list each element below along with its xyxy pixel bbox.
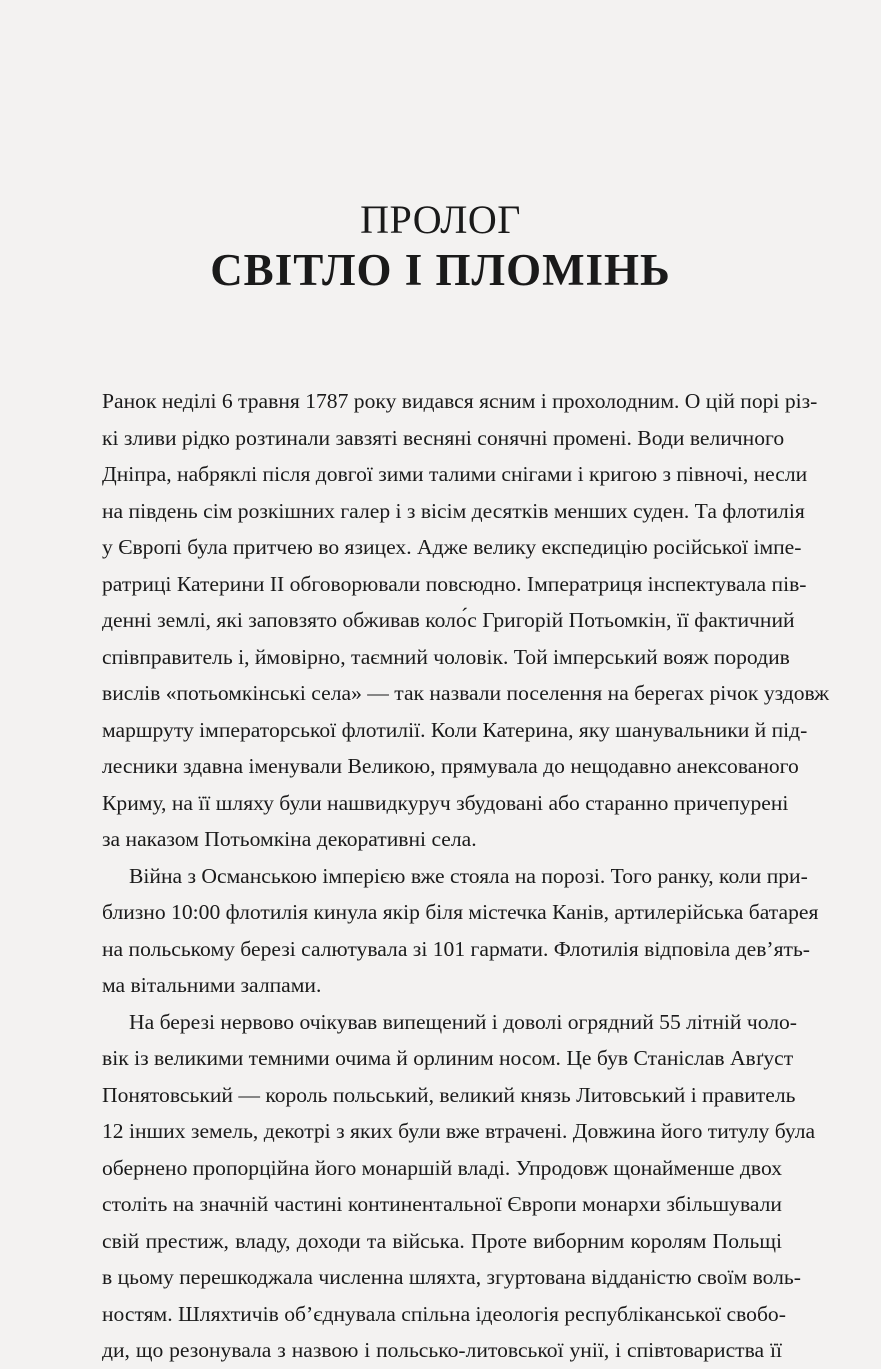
text-line: вік із великими темними очима й орлиним носом. Це був Станіслав Авґуст	[102, 1046, 794, 1070]
text-line: близно 10:00 флотилія кинула якір біля містечка Канів, артилерійська батарея	[102, 900, 819, 924]
text-line: у Європі була притчею во язицех. Адже велику експедицію російської імпе-	[102, 535, 802, 559]
paragraph-3	[102, 1004, 816, 1369]
text-line: співправитель і, ймовірно, таємний чоловік. Той імперський вояж породив	[102, 644, 790, 669]
text-line: денні землі, які заповзято обживав коло́с Григорій Потьомкін, її фактичний	[102, 608, 795, 632]
text-line: обернено пропорційна його монаршій владі. Упродовж щонайменше двох	[102, 1155, 782, 1180]
text-line: на південь сім розкішних галер і з вісім десятків менших суден. Та флотилія	[102, 498, 805, 523]
chapter-title: СВІТЛО І ПЛОМІНЬ	[210, 245, 671, 295]
text-line: 12 інших земель, декотрі з яких були вже втрачені. Довжина його титулу була	[102, 1119, 816, 1143]
text-line: свій престиж, владу, доходи та війська. Проте виборним королям Польщі	[102, 1228, 782, 1253]
text-line: століть на значній частині континентальної Європи монархи збільшували	[102, 1192, 782, 1216]
text-line: лесники здавна іменували Великою, прямувала до нещодавно анексованого	[102, 754, 799, 778]
paragraph-1	[102, 383, 830, 858]
text-line: Понятовський — король польський, великий князь Литовський і правитель	[102, 1082, 796, 1107]
text-line: ди, що резонувала з назвою і польсько-литовської унії, і співтовариства її	[102, 1338, 782, 1362]
text-line: на польському березі салютувала зі 101 гармати. Флотилія відповіла дев’ять-	[102, 936, 810, 961]
text-line: Ранок неділі 6 травня 1787 року видався ясним і прохолодним. О цій порі різ-	[102, 389, 818, 413]
text-line: ратриці Катерини ІІ обговорювали повсюдно. Імператриця інспектувала пів-	[102, 571, 807, 596]
text-line: На березі нервово очікував випещений і доволі огрядний 55 літній чоло-	[129, 1009, 798, 1034]
text-line: в цьому перешкоджала численна шляхта, згуртована відданістю своїм воль-	[102, 1265, 801, 1289]
text-line: за наказом Потьомкіна декоративні села.	[102, 827, 477, 851]
text-line: ностям. Шляхтичів об’єднувала спільна ідеологія республіканської свобо-	[102, 1301, 786, 1326]
body-text	[102, 383, 830, 1369]
text-line: Дніпра, набряклі після довгої зими талими снігами і кригою з півночі, несли	[102, 462, 808, 486]
text-line: кі зливи рідко розтинали завзяті весняні сонячні промені. Води величного	[102, 425, 785, 450]
text-line: вислів «потьомкінські села» — так назвали поселення на берегах річок уздовж	[102, 681, 830, 705]
text-line: Криму, на її шляху були нашвидкуруч збудовані або старанно причепурені	[102, 790, 789, 815]
text-line: маршруту імператорської флотилії. Коли Катерина, яку шанувальники й під-	[102, 717, 808, 742]
text-line: Війна з Османською імперією вже стояла на порозі. Того ранку, коли при-	[129, 863, 808, 888]
paragraph-2	[102, 858, 819, 1004]
text-line: ма вітальними залпами.	[102, 973, 322, 997]
chapter-label: ПРОЛОГ	[360, 197, 521, 242]
